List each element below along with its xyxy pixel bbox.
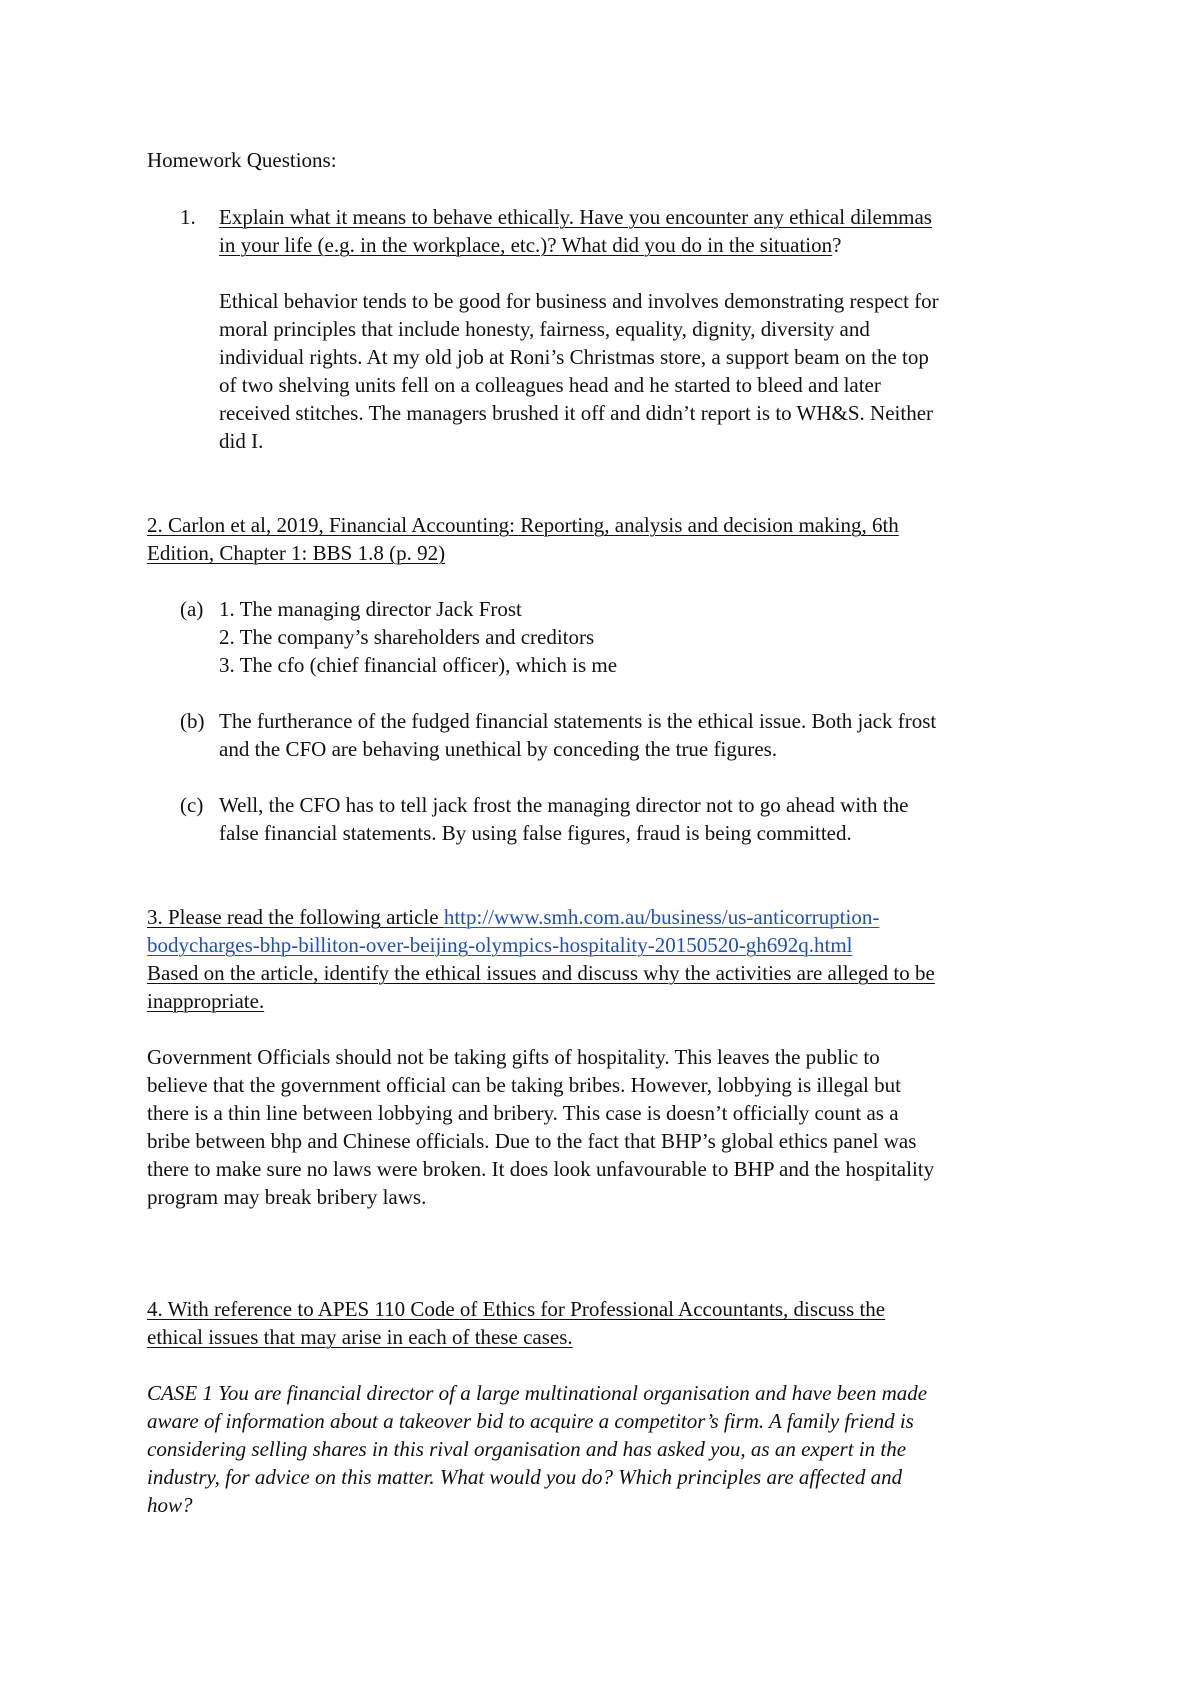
q4-title-line-2: ethical issues that may arise in each of these cases. — [147, 1325, 573, 1349]
q3-prompt-line-1 — [147, 903, 879, 931]
q1-answer-line-4: of two shelving units fell on a colleagues head and he started to bleed and later — [219, 373, 881, 397]
q4-case1-line-2: aware of information about a takeover bid to acquire a competitor’s firm. A family friend is — [147, 1409, 914, 1433]
q2-a-item-3: 3. The cfo (chief financial officer), which is me — [219, 653, 618, 677]
q1-answer-line-2: moral principles that include honesty, fairness, equality, dignity, diversity and — [219, 317, 870, 341]
q3-prompt-line-3: inappropriate. — [147, 989, 265, 1013]
q1-answer-line-1: Ethical behavior tends to be good for business and involves demonstrating respect for — [219, 289, 939, 313]
q4-case1-line-5: how? — [147, 1493, 193, 1517]
q4-title-line-1: 4. With reference to APES 110 Code of Ethics for Professional Accountants, discuss the — [147, 1297, 886, 1321]
q1-question-end: ? — [832, 233, 842, 257]
q2-b-marker: (b) — [180, 709, 205, 733]
q2-title-line-2: Edition, Chapter 1: BBS 1.8 (p. 92) — [147, 541, 446, 565]
q3-prompt-prefix: 3. Please read the following article — [147, 905, 444, 929]
q2-c-line-1: Well, the CFO has to tell jack frost the managing director not to go ahead with the — [219, 793, 909, 817]
q4-case1-line-1: CASE 1 You are financial director of a large multinational organisation and have been made — [147, 1381, 928, 1405]
page-heading: Homework Questions: — [147, 148, 337, 172]
q4-case1-line-3: considering selling shares in this rival organisation and has asked you, as an expert in the — [147, 1437, 907, 1461]
q2-c-marker: (c) — [180, 793, 204, 817]
q4-case1-line-4: industry, for advice on this matter. What would you do? Which principles are affected and — [147, 1465, 903, 1489]
q1-question-line-1: Explain what it means to behave ethically. Have you encounter any ethical dilemmas — [219, 205, 932, 229]
q2-b-line-2: and the CFO are behaving unethical by conceding the true figures. — [219, 737, 778, 761]
q1-answer-line-5: received stitches. The managers brushed it off and didn’t report is to WH&S. Neither — [219, 401, 934, 425]
q3-answer-line-3: there is a thin line between lobbying and bribery. This case is doesn’t officially count as a — [147, 1101, 899, 1125]
q2-b-line-1: The furtherance of the fudged financial statements is the ethical issue. Both jack frost — [219, 709, 937, 733]
q1-answer-line-6: did I. — [219, 429, 264, 453]
q3-answer-line-4: bribe between bhp and Chinese officials. Due to the fact that BHP’s global ethics panel was — [147, 1129, 917, 1153]
q2-title-line-1: 2. Carlon et al, 2019, Financial Accounting: Reporting, analysis and decision making, 6th — [147, 513, 899, 537]
q3-article-link-continued[interactable]: bodycharges-bhp-billiton-over-beijing-olympics-hospitality-20150520-gh692q.html — [147, 933, 853, 957]
q3-answer-line-2: believe that the government official can be taking bribes. However, lobbying is illegal but — [147, 1073, 901, 1097]
q3-link-line-2 — [147, 931, 853, 959]
q2-a-item-2: 2. The company’s shareholders and creditors — [219, 625, 595, 649]
q1-answer-line-3: individual rights. At my old job at Roni’s Christmas store, a support beam on the top — [219, 345, 929, 369]
q1-question-line-2 — [219, 231, 841, 259]
q1-number: 1. — [180, 205, 196, 229]
q2-a-marker: (a) — [180, 597, 204, 621]
q3-article-link[interactable]: http://www.smh.com.au/business/us-anticorruption- — [443, 905, 880, 929]
q3-prompt-line-2: Based on the article, identify the ethical issues and discuss why the activities are alleged to be — [147, 961, 935, 985]
q1-question-line-2-text: in your life (e.g. in the workplace, etc.)? What did you do in the situation — [219, 233, 833, 257]
q3-answer-line-6: program may break bribery laws. — [147, 1185, 427, 1209]
q3-answer-line-1: Government Officials should not be taking gifts of hospitality. This leaves the public to — [147, 1045, 880, 1069]
q2-a-item-1: 1. The managing director Jack Frost — [219, 597, 522, 621]
q2-c-line-2: false financial statements. By using false figures, fraud is being committed. — [219, 821, 852, 845]
q3-answer-line-5: there to make sure no laws were broken. It does look unfavourable to BHP and the hospitality — [147, 1157, 935, 1181]
